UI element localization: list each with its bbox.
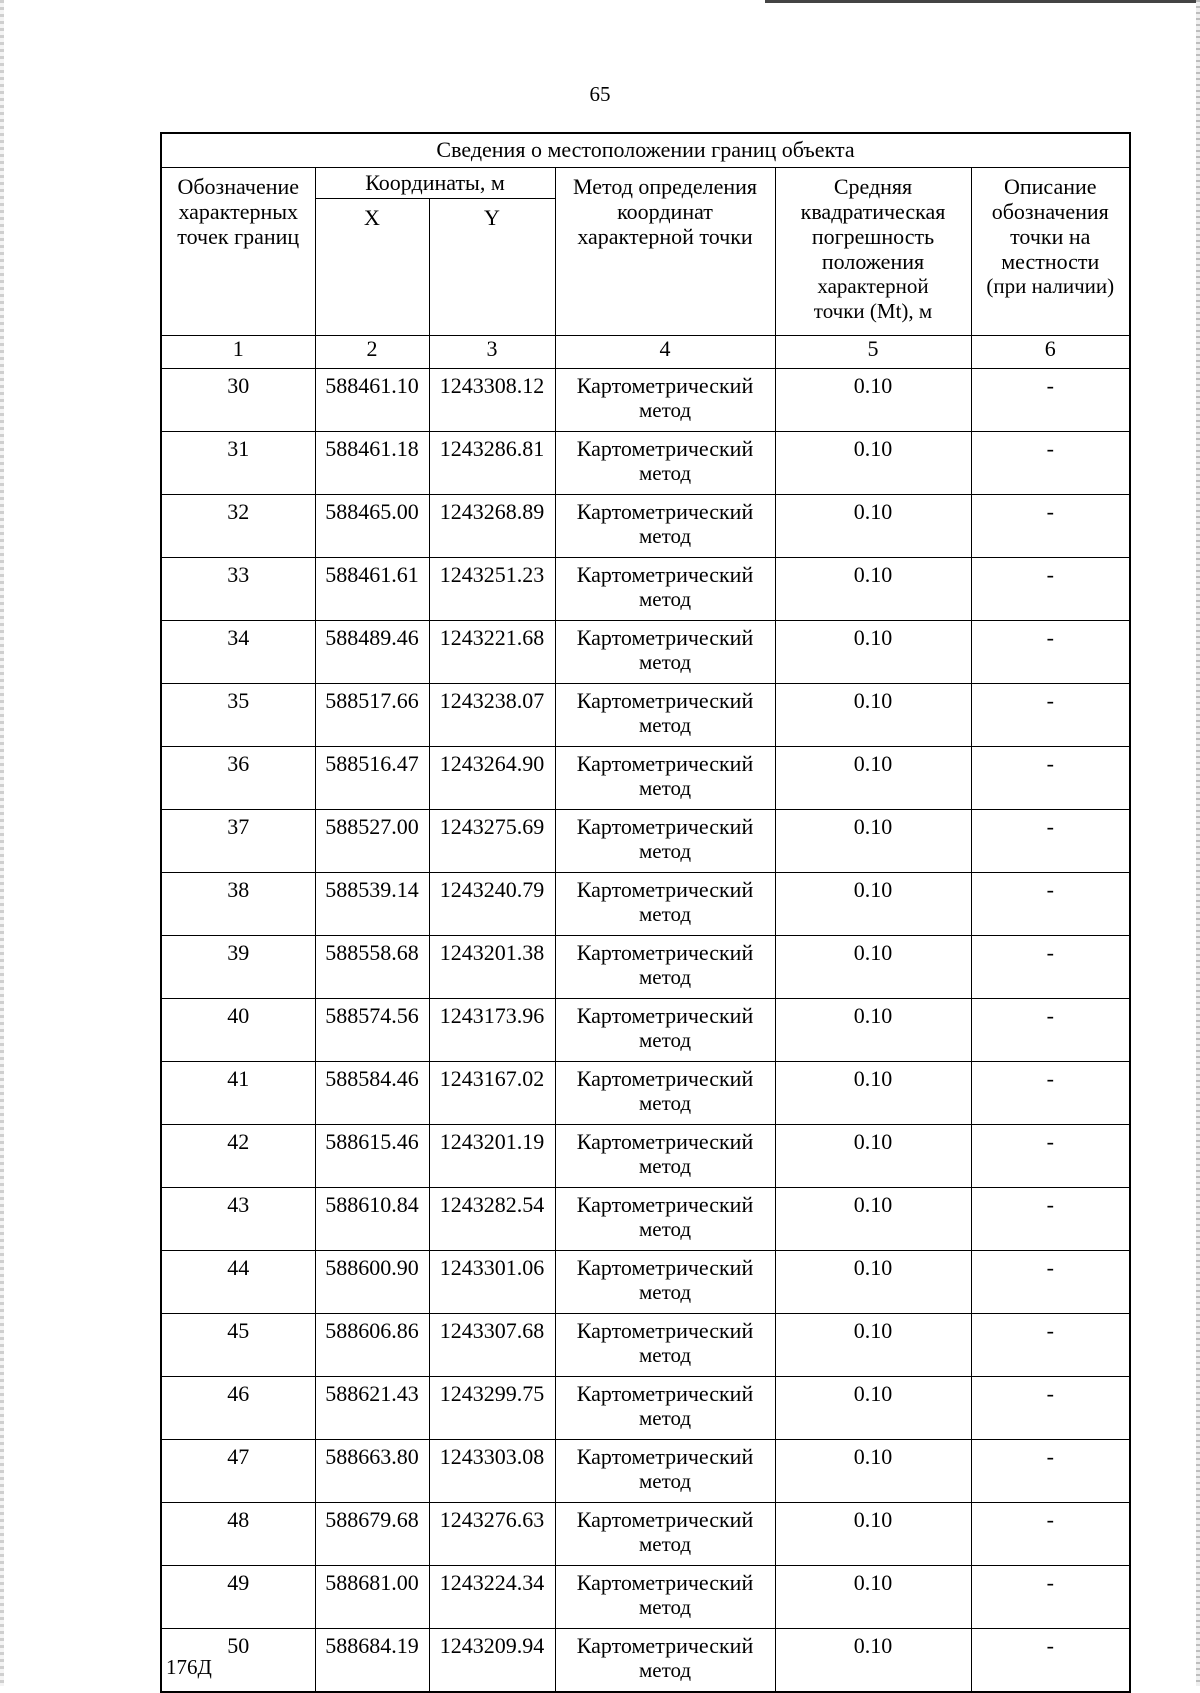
header-method: Метод определения координат характерной точки — [555, 168, 775, 336]
table-row — [161, 747, 1130, 810]
method-cell — [555, 1566, 775, 1629]
y-coordinate-cell: 1243173.96 — [429, 999, 555, 1062]
description-cell: - — [971, 558, 1130, 621]
error-cell: 0.10 — [775, 810, 971, 873]
method-line: Картометрический — [576, 877, 754, 902]
error-cell: 0.10 — [775, 1377, 971, 1440]
method-line: метод — [638, 1028, 692, 1052]
table-row — [161, 1377, 1130, 1440]
description-cell: - — [971, 432, 1130, 495]
error-cell: 0.10 — [775, 1629, 971, 1693]
table-row — [161, 1062, 1130, 1125]
method-line: Картометрический — [576, 814, 754, 839]
method-line: метод — [638, 650, 692, 674]
error-cell: 0.10 — [775, 936, 971, 999]
error-cell: 0.10 — [775, 1503, 971, 1566]
y-coordinate-cell: 1243201.38 — [429, 936, 555, 999]
scan-artifact-line — [765, 0, 1200, 3]
description-cell: - — [971, 1314, 1130, 1377]
method-line: Картометрический — [576, 1192, 754, 1217]
error-cell: 0.10 — [775, 432, 971, 495]
method-line: Картометрический — [576, 1507, 754, 1532]
method-line: метод — [638, 398, 692, 422]
table-row — [161, 621, 1130, 684]
method-cell — [555, 684, 775, 747]
point-number-cell: 34 — [161, 621, 315, 684]
point-number-cell: 43 — [161, 1188, 315, 1251]
table-row — [161, 1125, 1130, 1188]
method-line: метод — [638, 776, 692, 800]
method-line: метод — [638, 1343, 692, 1367]
y-coordinate-cell: 1243275.69 — [429, 810, 555, 873]
method-cell — [555, 495, 775, 558]
error-cell: 0.10 — [775, 369, 971, 432]
table-row — [161, 432, 1130, 495]
error-cell: 0.10 — [775, 747, 971, 810]
table-row — [161, 369, 1130, 432]
point-number-cell: 45 — [161, 1314, 315, 1377]
method-line: метод — [638, 524, 692, 548]
x-coordinate-cell: 588600.90 — [315, 1251, 429, 1314]
method-line: Картометрический — [576, 373, 754, 398]
point-number-cell: 44 — [161, 1251, 315, 1314]
method-line: Картометрический — [576, 1633, 754, 1658]
x-coordinate-cell: 588489.46 — [315, 621, 429, 684]
table-row — [161, 495, 1130, 558]
y-coordinate-cell: 1243240.79 — [429, 873, 555, 936]
method-line: Картометрический — [576, 688, 754, 713]
point-number-cell: 33 — [161, 558, 315, 621]
column-number: 5 — [775, 336, 971, 369]
point-number-cell: 46 — [161, 1377, 315, 1440]
method-cell — [555, 1125, 775, 1188]
error-cell: 0.10 — [775, 621, 971, 684]
method-line: Картометрический — [576, 625, 754, 650]
table-row — [161, 1503, 1130, 1566]
error-cell: 0.10 — [775, 1314, 971, 1377]
point-number-cell: 40 — [161, 999, 315, 1062]
table-row — [161, 1314, 1130, 1377]
method-cell — [555, 1629, 775, 1693]
table-row — [161, 1440, 1130, 1503]
x-coordinate-cell: 588574.56 — [315, 999, 429, 1062]
method-line: метод — [638, 1154, 692, 1178]
method-line: метод — [638, 1217, 692, 1241]
method-cell — [555, 432, 775, 495]
y-coordinate-cell: 1243276.63 — [429, 1503, 555, 1566]
x-coordinate-cell: 588621.43 — [315, 1377, 429, 1440]
description-cell: - — [971, 1566, 1130, 1629]
y-coordinate-cell: 1243282.54 — [429, 1188, 555, 1251]
method-line: метод — [638, 1091, 692, 1115]
table-row — [161, 936, 1130, 999]
header-point-designation: Обозначение характерных точек границ — [161, 168, 315, 336]
x-coordinate-cell: 588684.19 — [315, 1629, 429, 1693]
description-cell: - — [971, 936, 1130, 999]
y-coordinate-cell: 1243268.89 — [429, 495, 555, 558]
method-cell — [555, 936, 775, 999]
error-cell: 0.10 — [775, 999, 971, 1062]
method-line: метод — [638, 461, 692, 485]
x-coordinate-cell: 588558.68 — [315, 936, 429, 999]
y-coordinate-cell: 1243167.02 — [429, 1062, 555, 1125]
method-line: метод — [638, 1406, 692, 1430]
x-coordinate-cell: 588465.00 — [315, 495, 429, 558]
y-coordinate-cell: 1243209.94 — [429, 1629, 555, 1693]
y-coordinate-cell: 1243286.81 — [429, 432, 555, 495]
x-coordinate-cell: 588679.68 — [315, 1503, 429, 1566]
error-cell: 0.10 — [775, 1251, 971, 1314]
column-number: 1 — [161, 336, 315, 369]
error-cell: 0.10 — [775, 1566, 971, 1629]
method-line: метод — [638, 1595, 692, 1619]
method-cell — [555, 999, 775, 1062]
table-row — [161, 1251, 1130, 1314]
description-cell: - — [971, 999, 1130, 1062]
method-cell — [555, 747, 775, 810]
description-cell: - — [971, 1188, 1130, 1251]
description-cell: - — [971, 1440, 1130, 1503]
table-row — [161, 810, 1130, 873]
method-cell — [555, 1062, 775, 1125]
description-cell: - — [971, 495, 1130, 558]
method-line: Картометрический — [576, 1318, 754, 1343]
method-line: Картометрический — [576, 940, 754, 965]
document-code: 176Д — [166, 1655, 212, 1679]
description-cell: - — [971, 873, 1130, 936]
point-number-cell: 48 — [161, 1503, 315, 1566]
table-row — [161, 1566, 1130, 1629]
method-cell — [555, 810, 775, 873]
point-number-cell: 37 — [161, 810, 315, 873]
y-coordinate-cell: 1243301.06 — [429, 1251, 555, 1314]
method-line: Картометрический — [576, 499, 754, 524]
description-cell: - — [971, 1125, 1130, 1188]
header-y: Y — [429, 199, 555, 336]
point-number-cell: 38 — [161, 873, 315, 936]
point-number-cell: 42 — [161, 1125, 315, 1188]
error-cell: 0.10 — [775, 684, 971, 747]
x-coordinate-cell: 588584.46 — [315, 1062, 429, 1125]
method-line: Картометрический — [576, 1381, 754, 1406]
point-number-cell: 32 — [161, 495, 315, 558]
point-number-cell: 39 — [161, 936, 315, 999]
method-cell — [555, 558, 775, 621]
error-cell: 0.10 — [775, 495, 971, 558]
x-coordinate-cell: 588527.00 — [315, 810, 429, 873]
header-coordinates: Координаты, м — [315, 168, 555, 199]
x-coordinate-cell: 588606.86 — [315, 1314, 429, 1377]
method-line: Картометрический — [576, 1444, 754, 1469]
table-row — [161, 873, 1130, 936]
table-row — [161, 558, 1130, 621]
method-line: Картометрический — [576, 1066, 754, 1091]
table-title: Сведения о местоположении границ объекта — [161, 133, 1130, 168]
y-coordinate-cell: 1243201.19 — [429, 1125, 555, 1188]
table-row — [161, 684, 1130, 747]
error-cell: 0.10 — [775, 1125, 971, 1188]
method-cell — [555, 1188, 775, 1251]
error-cell: 0.10 — [775, 873, 971, 936]
method-line: Картометрический — [576, 1003, 754, 1028]
x-coordinate-cell: 588461.10 — [315, 369, 429, 432]
description-cell: - — [971, 621, 1130, 684]
point-number-cell: 50 — [161, 1629, 315, 1693]
y-coordinate-cell: 1243299.75 — [429, 1377, 555, 1440]
point-number-cell: 41 — [161, 1062, 315, 1125]
method-line: Картометрический — [576, 751, 754, 776]
header-mean-square-error: Средняя квадратическая погрешность положения характерной точки (Mt), м — [775, 168, 971, 336]
method-line: метод — [638, 839, 692, 863]
description-cell: - — [971, 1503, 1130, 1566]
method-line: метод — [638, 1532, 692, 1556]
description-cell: - — [971, 1062, 1130, 1125]
y-coordinate-cell: 1243264.90 — [429, 747, 555, 810]
table-row — [161, 1188, 1130, 1251]
table-row — [161, 1629, 1130, 1693]
method-line: метод — [638, 1280, 692, 1304]
point-number-cell: 47 — [161, 1440, 315, 1503]
y-coordinate-cell: 1243224.34 — [429, 1566, 555, 1629]
method-cell — [555, 1251, 775, 1314]
point-number-cell: 35 — [161, 684, 315, 747]
table-row — [161, 999, 1130, 1062]
scan-edge-left — [0, 0, 4, 1686]
description-cell: - — [971, 810, 1130, 873]
method-line: Картометрический — [576, 436, 754, 461]
error-cell: 0.10 — [775, 558, 971, 621]
method-cell — [555, 621, 775, 684]
y-coordinate-cell: 1243308.12 — [429, 369, 555, 432]
page-number: 65 — [589, 82, 611, 106]
description-cell: - — [971, 684, 1130, 747]
x-coordinate-cell: 588517.66 — [315, 684, 429, 747]
point-number-cell: 30 — [161, 369, 315, 432]
boundary-coordinates-table — [160, 132, 1131, 1693]
method-cell — [555, 369, 775, 432]
column-numbers-row — [161, 336, 1130, 369]
x-coordinate-cell: 588516.47 — [315, 747, 429, 810]
x-coordinate-cell: 588461.18 — [315, 432, 429, 495]
y-coordinate-cell: 1243238.07 — [429, 684, 555, 747]
header-point-description: Описание обозначения точки на местности (при наличии) — [971, 168, 1130, 336]
description-cell: - — [971, 1251, 1130, 1314]
x-coordinate-cell: 588681.00 — [315, 1566, 429, 1629]
header-x: X — [315, 199, 429, 336]
method-line: метод — [638, 965, 692, 989]
method-cell — [555, 1314, 775, 1377]
method-line: метод — [638, 1658, 692, 1682]
method-line: метод — [638, 1469, 692, 1493]
y-coordinate-cell: 1243251.23 — [429, 558, 555, 621]
error-cell: 0.10 — [775, 1440, 971, 1503]
method-line: Картометрический — [576, 1255, 754, 1280]
description-cell: - — [971, 1629, 1130, 1693]
scan-edge-right — [1196, 0, 1200, 1686]
y-coordinate-cell: 1243303.08 — [429, 1440, 555, 1503]
y-coordinate-cell: 1243221.68 — [429, 621, 555, 684]
error-cell: 0.10 — [775, 1188, 971, 1251]
method-cell — [555, 1503, 775, 1566]
description-cell: - — [971, 369, 1130, 432]
method-line: метод — [638, 713, 692, 737]
method-cell — [555, 1440, 775, 1503]
column-number: 2 — [315, 336, 429, 369]
description-cell: - — [971, 747, 1130, 810]
description-cell: - — [971, 1377, 1130, 1440]
x-coordinate-cell: 588663.80 — [315, 1440, 429, 1503]
x-coordinate-cell: 588610.84 — [315, 1188, 429, 1251]
error-cell: 0.10 — [775, 1062, 971, 1125]
column-number: 4 — [555, 336, 775, 369]
method-line: метод — [638, 587, 692, 611]
method-line: Картометрический — [576, 1129, 754, 1154]
x-coordinate-cell: 588615.46 — [315, 1125, 429, 1188]
point-number-cell: 36 — [161, 747, 315, 810]
method-line: метод — [638, 902, 692, 926]
y-coordinate-cell: 1243307.68 — [429, 1314, 555, 1377]
x-coordinate-cell: 588539.14 — [315, 873, 429, 936]
point-number-cell: 31 — [161, 432, 315, 495]
x-coordinate-cell: 588461.61 — [315, 558, 429, 621]
column-number: 3 — [429, 336, 555, 369]
method-cell — [555, 1377, 775, 1440]
point-number-cell: 49 — [161, 1566, 315, 1629]
method-line: Картометрический — [576, 562, 754, 587]
column-number: 6 — [971, 336, 1130, 369]
method-line: Картометрический — [576, 1570, 754, 1595]
method-cell — [555, 873, 775, 936]
